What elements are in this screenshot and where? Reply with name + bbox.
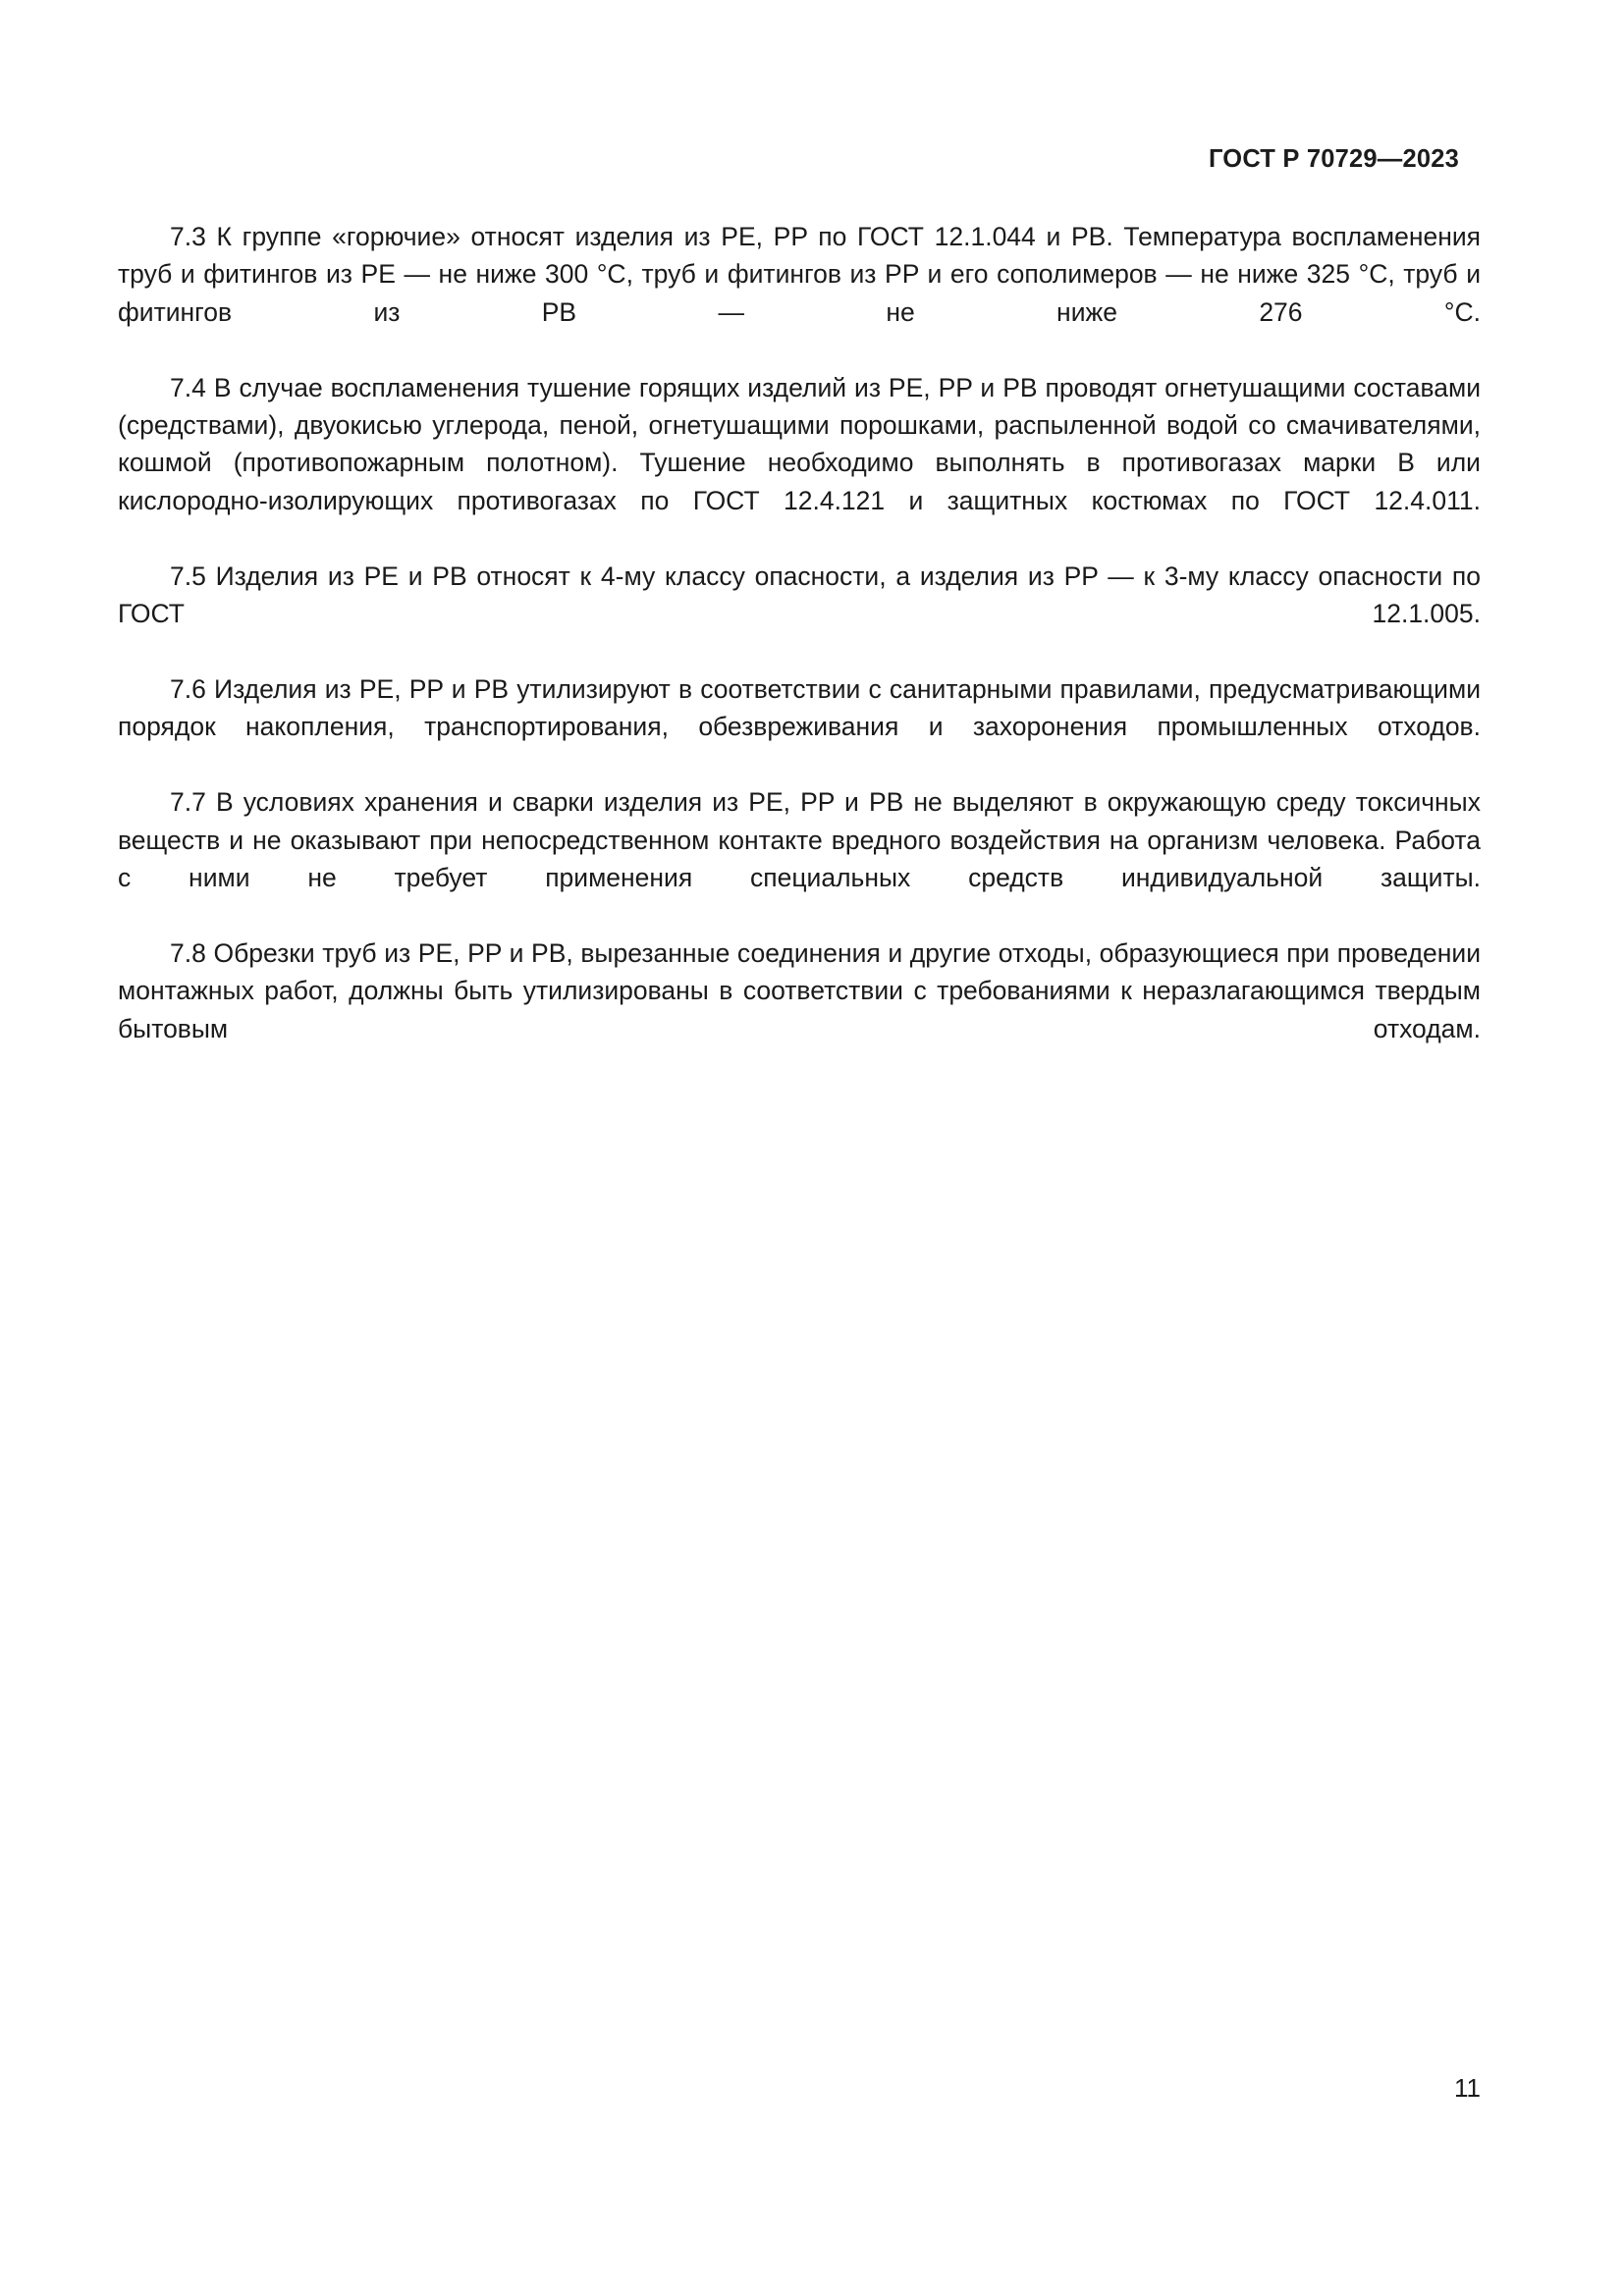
clause-7-3 bbox=[118, 218, 1481, 369]
clause-number: 7.6 bbox=[170, 673, 206, 704]
clause-number: 7.7 bbox=[170, 787, 206, 818]
body-text bbox=[118, 218, 1481, 1085]
clause-text: К группе «горючие» относят изделия из PE, PP по ГОСТ 12.1.044 и PB. Температура воспламенения труб и фитингов из PE — не ниже 300 °С, труб и фитингов из PP и его сополимеров — не ниже 325 °С, труб и фитингов из PB — не ниже 276 °С. bbox=[118, 222, 1481, 327]
clause-number: 7.5 bbox=[170, 561, 206, 591]
clause-text: В условиях хранения и сварки изделия из PE, PP и PB не выделяют в окружающую среду токсичных веществ и не оказывают при непосредственном контакте вредного воздействия на организм человека. Работа с ними не требует применения специальных средств индивидуальной защиты. bbox=[118, 787, 1481, 892]
clause-number: 7.4 bbox=[170, 372, 206, 402]
clause-7-7 bbox=[118, 783, 1481, 934]
clause-7-5 bbox=[118, 558, 1481, 670]
page-footer bbox=[118, 2073, 1481, 2109]
clause-text: В случае воспламенения тушение горящих изделий из PE, PP и PB проводят огнетушащими составами (средствами), двуокисью углерода, пеной, огнетушащими порошками, распыленной водой со смачивателями, кошмой (противопожарным полотном). Тушение необходимо выполнять в противогазах марки В или кислородно-изолирующих противогазах по ГОСТ 12.4.121 и защитных костюмах по ГОСТ 12.4.011. bbox=[118, 372, 1481, 515]
clause-7-6 bbox=[118, 670, 1481, 783]
clause-7-4 bbox=[118, 369, 1481, 558]
page-number: 11 bbox=[1454, 2073, 1481, 2103]
running-header bbox=[165, 145, 1459, 179]
clause-text: Изделия из PE, PP и PB утилизируют в соответствии с санитарными правилами, предусматривающими порядок накопления, транспортирования, обезвреживания и захоронения промышленных отходов. bbox=[118, 673, 1481, 742]
clause-number: 7.8 bbox=[170, 937, 206, 968]
clause-number: 7.3 bbox=[170, 222, 206, 251]
clause-text: Изделия из PE и PB относят к 4-му классу опасности, а изделия из PP — к 3-му классу опасности по ГОСТ 12.1.005. bbox=[118, 561, 1482, 629]
clause-7-8 bbox=[118, 934, 1481, 1086]
clause-text: Обрезки труб из PE, PP и PB, вырезанные соединения и другие отходы, образующиеся при проведении монтажных работ, должны быть утилизированы в соответствии с требованиями к неразлагающимся твердым бытовым отходам. bbox=[118, 937, 1482, 1043]
standard-reference: ГОСТ Р 70729—2023 bbox=[1208, 145, 1459, 173]
